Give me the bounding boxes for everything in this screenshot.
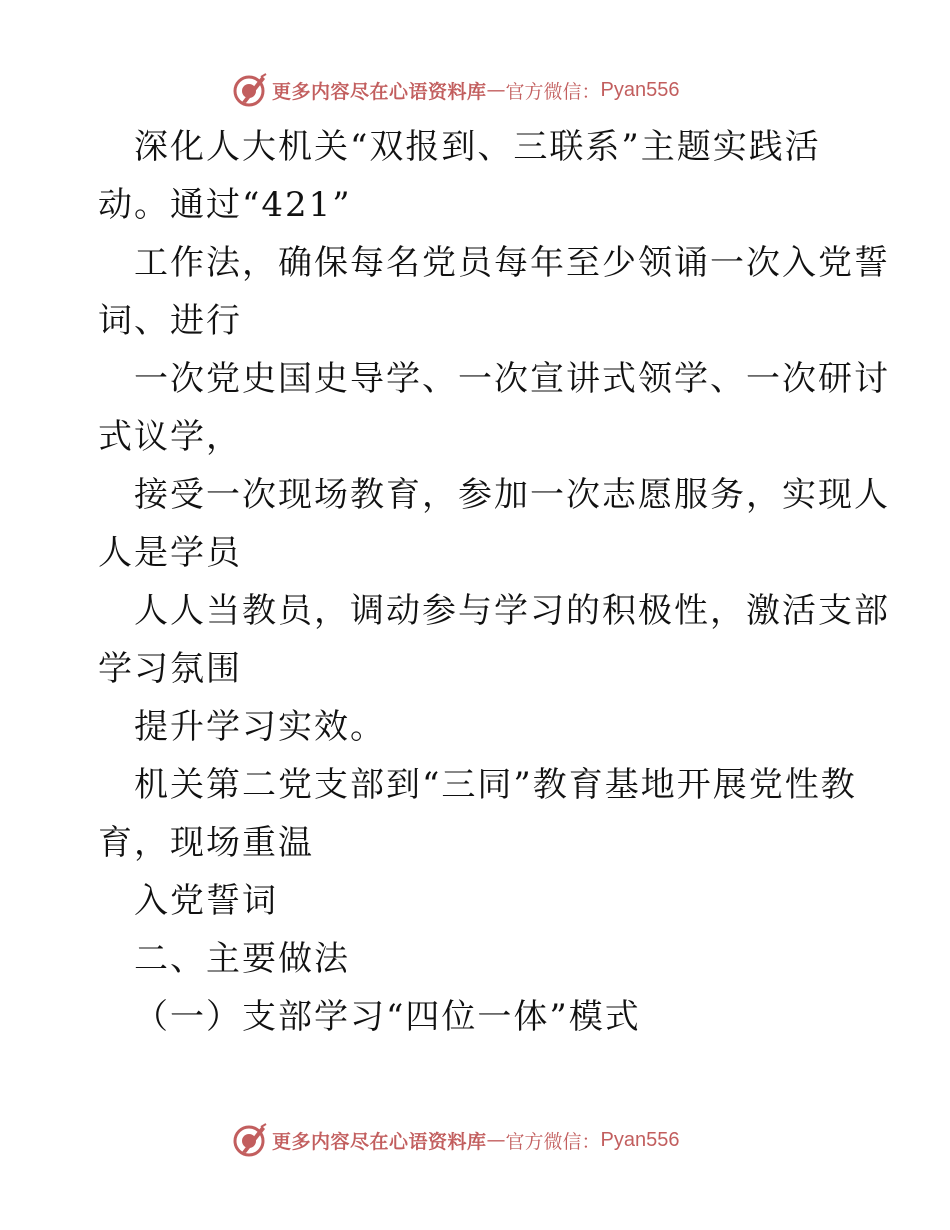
body-line: 式议学， [98,417,242,457]
watermark-dash: — [486,79,506,101]
body-line: 人人当教员，调动参与学习的积极性，激活支部 [134,591,890,631]
body-line: 词、进行 [98,301,242,341]
body-line: 育，现场重温 [98,823,314,863]
body-line: 深化人大机关“双报到、三联系”主题实践活 [134,127,821,167]
section-heading: 二、主要做法 [134,939,350,979]
body-line: 接受一次现场教育，参加一次志愿服务，实现人 [134,475,890,515]
body-line: 机关第二党支部到“三同”教育基地开展党性教 [134,765,857,805]
header-watermark [232,72,680,108]
body-line: 入党誓词 [134,881,278,921]
watermark-promo-text: 更多内容尽在心语资料库 [272,1130,487,1153]
body-line: 一次党史国史导学、一次宣讲式领学、一次研讨 [134,359,890,399]
watermark-wechat-label: 官方微信： [505,1130,601,1153]
body-line: 提升学习实效。 [134,707,386,747]
quill-logo-icon [232,72,268,108]
watermark-handle: Pyan556 [600,1128,680,1151]
footer-watermark [232,1122,680,1158]
body-line: 学习氛围 [98,649,242,689]
body-line: 动。通过“421” [98,185,352,225]
watermark-handle: Pyan556 [600,78,680,101]
watermark-promo-text: 更多内容尽在心语资料库 [272,80,487,103]
document-body [98,118,890,1046]
watermark-dash: — [486,1129,506,1151]
body-line: 工作法，确保每名党员每年至少领诵一次入党誓 [134,243,890,283]
subsection-heading: （一）支部学习“四位一体”模式 [134,997,641,1037]
quill-logo-icon [232,1122,268,1158]
body-line: 人是学员 [98,533,242,573]
watermark-wechat-label: 官方微信： [505,80,601,103]
